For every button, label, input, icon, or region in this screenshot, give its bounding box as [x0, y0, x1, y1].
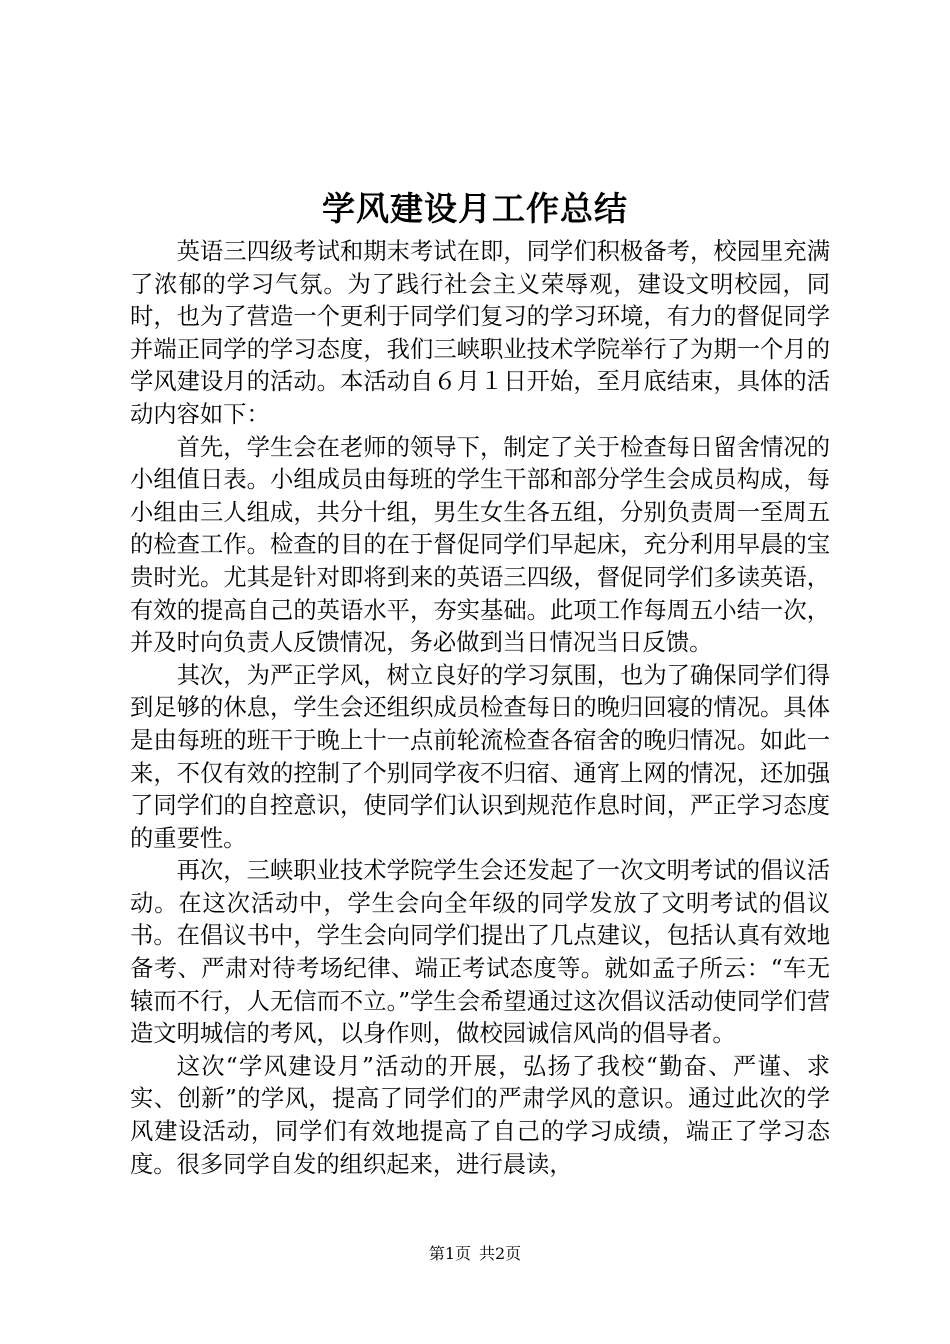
- document-body: [130, 236, 830, 1181]
- page-footer: [0, 1242, 950, 1266]
- page-total: 共2页: [479, 1244, 522, 1263]
- paragraph-intro: 英语三四级考试和期末考试在即，同学们积极备考，校园里充满了浓郁的学习气氛。为了践行社会主义荣辱观，建设文明校园，同时，也为了营造一个更利于同学们复习的学习环境，有力的督促同学并端正同学的学习态度，我们三峡职业技术学院举行了为期一个月的学风建设月的活动。本活动自６月１日开始，至月底结束，具体的活动内容如下：: [130, 238, 830, 428]
- paragraph-first: 首先，学生会在老师的领导下，制定了关于检查每日留舍情况的小组值日表。小组成员由每班的学生干部和部分学生会成员构成，每小组由三人组成，共分十组，男生女生各五组，分别负责周一至周五的检查工作。检查的目的在于督促同学们早起床，充分利用早晨的宝贵时光。尤其是针对即将到来的英语三四级，督促同学们多读英语，有效的提高自己的英语水平，夯实基础。此项工作每周五小结一次，并及时向负责人反馈情况，务必做到当日情况当日反馈。: [130, 433, 830, 657]
- page-number: 第1页: [428, 1244, 471, 1263]
- paragraph-second: 其次，为严正学风，树立良好的学习氛围，也为了确保同学们得到足够的休息，学生会还组织成员检查每日的晚归回寝的情况。具体是由每班的班干于晚上十一点前轮流检查各宿舍的晚归情况。如此一来，不仅有效的控制了个别同学夜不归宿、通宵上网的情况，还加强了同学们的自控意识，使同学们认识到规范作息时间，严正学习态度的重要性。: [130, 661, 830, 852]
- document-title: 学风建设月工作总结: [322, 189, 628, 228]
- paragraph-summary: 这次“学风建设月”活动的开展，弘扬了我校“勤奋、严谨、求实、创新”的学风，提高了同学们的严肃学风的意识。通过此次的学风建设活动，同学们有效地提高了自己的学习成绩，端正了学习态度。很多同学自发的组织起来，进行晨读，: [130, 1052, 830, 1178]
- paragraph-third: 再次，三峡职业技术学院学生会还发起了一次文明考试的倡议活动。在这次活动中，学生会向全年级的同学发放了文明考试的倡议书。在倡议书中，学生会向同学们提出了几点建议，包括认真有效地备考、严肃对待考场纪律、端正考试态度等。就如孟子所云：“车无辕而不行，人无信而不立。”学生会希望通过这次倡议活动使同学们营造文明城信的考风，以身作则，做校园诚信风尚的倡导者。: [130, 857, 830, 1048]
